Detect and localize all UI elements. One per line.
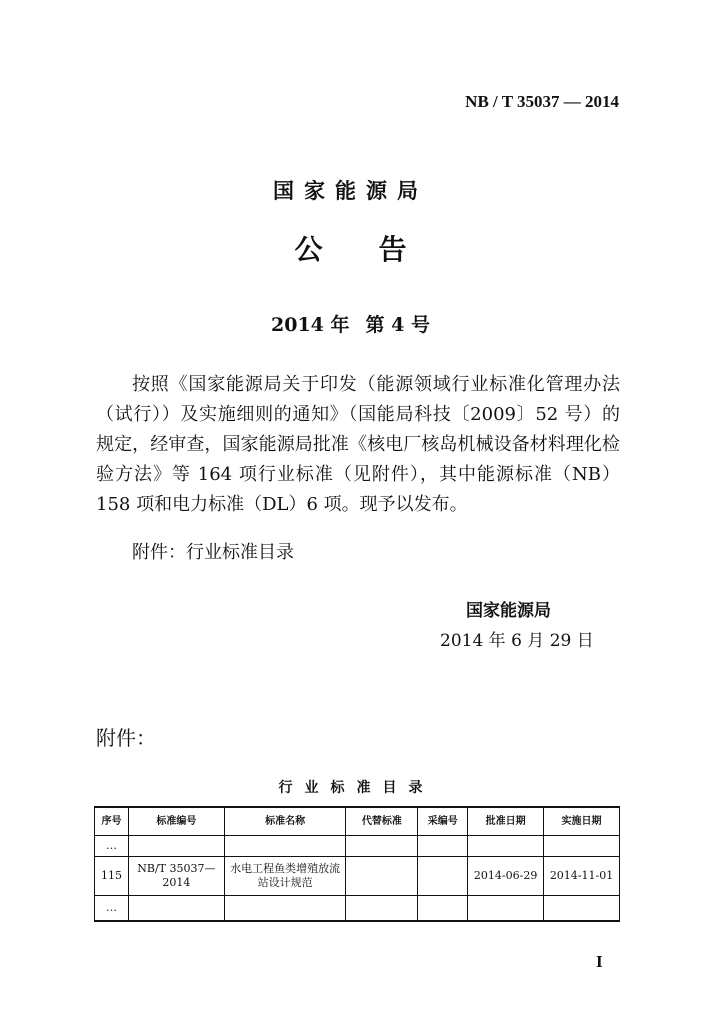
cell-adopt <box>418 857 468 896</box>
cell-code: NB/T 35037— 2014 <box>128 857 224 896</box>
notice-body: 按照《国家能源局关于印发（能源领域行业标准化管理办法（试行））及实施细则的通知》（国能局科技〔2009〕52 号）的规定，经审查，国家能源局批准《核电厂核岛机械设备材料理化检验方法》等 164 项行业标准（见附件），其中能源标准（NB）158 项和电力标准（DL）6 项。现予以发布。 <box>96 374 620 515</box>
signature-org: 国家能源局 <box>466 601 551 621</box>
cell-replaces <box>346 857 418 896</box>
cell-approved <box>468 896 544 922</box>
col-header-seq: 序号 <box>95 807 129 836</box>
table-row <box>95 857 620 896</box>
page-number: I <box>596 952 603 971</box>
cell-seq: … <box>95 896 129 922</box>
cell-code <box>128 896 224 922</box>
col-header-replaces: 代替标准 <box>346 807 418 836</box>
table-header-row <box>95 807 620 836</box>
cell-effective <box>544 896 620 922</box>
cell-name <box>224 896 346 922</box>
cell-replaces <box>346 896 418 922</box>
col-header-adopt: 采编号 <box>418 807 468 836</box>
notice-year: 2014 年 <box>271 314 350 336</box>
notice-issue <box>0 310 701 337</box>
standard-number: NB / T 35037 — 2014 <box>465 92 619 111</box>
notice-number: 第 4 号 <box>365 314 430 336</box>
notice-title: 公告 <box>294 233 463 266</box>
attachment-heading: 附件： <box>96 726 156 750</box>
signature-date: 2014 年 6 月 29 日 <box>440 631 594 651</box>
cell-replaces <box>346 836 418 857</box>
cell-effective <box>544 836 620 857</box>
cell-adopt <box>418 896 468 922</box>
table-row <box>95 836 620 857</box>
cell-name <box>224 836 346 857</box>
attachment-line: 附件：行业标准目录 <box>132 542 294 563</box>
table-row <box>95 896 620 922</box>
cell-code <box>128 836 224 857</box>
cell-name: 水电工程鱼类增殖放流站设计规范 <box>224 857 346 896</box>
cell-approved <box>468 836 544 857</box>
col-header-effective: 实施日期 <box>544 807 620 836</box>
agency-name: 国家能源局 <box>273 179 428 203</box>
col-header-code: 标准编号 <box>128 807 224 836</box>
standards-table <box>94 806 620 922</box>
col-header-approved: 批准日期 <box>468 807 544 836</box>
cell-seq: 115 <box>95 857 129 896</box>
cell-approved: 2014-06-29 <box>468 857 544 896</box>
table-title: 行业标准目录 <box>278 780 435 796</box>
cell-adopt <box>418 836 468 857</box>
col-header-name: 标准名称 <box>224 807 346 836</box>
cell-effective: 2014-11-01 <box>544 857 620 896</box>
cell-seq: … <box>95 836 129 857</box>
